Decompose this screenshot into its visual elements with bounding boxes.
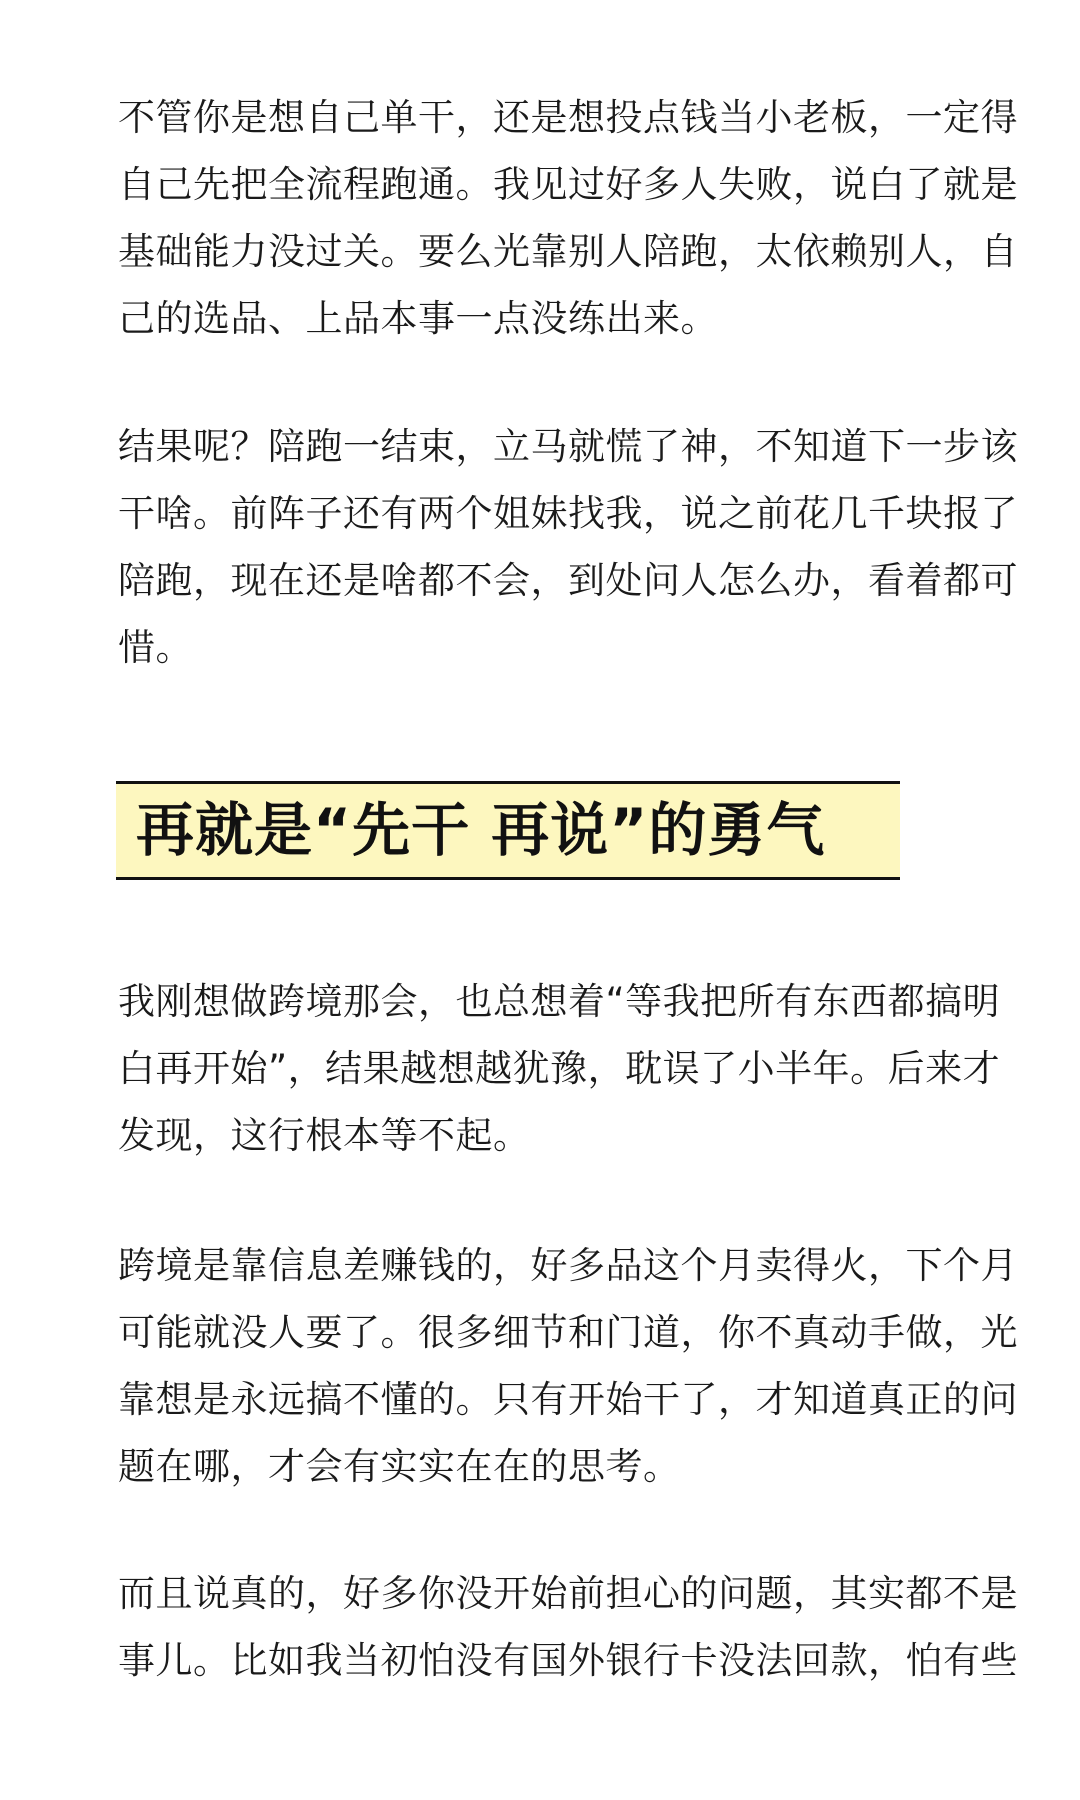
section-heading: 再就是“先干 再说”的勇气 [136, 796, 826, 864]
paragraph-5: 而且说真的，好多你没开始前担心的问题，其实都不是事儿。比如我当初怕没有国外银行卡没法回款，怕有些 [118, 1572, 1018, 1682]
paragraph-1: 不管你是想自己单干，还是想投点钱当小老板，一定得自己先把全流程跑通。我见过好多人失败，说白了就是基础能力没过关。要么光靠别人陪跑，太依赖别人，自己的选品、上品本事一点没练出来。 [118, 96, 1018, 340]
section-heading-box [116, 781, 900, 880]
paragraph-4: 跨境是靠信息差赚钱的，好多品这个月卖得火，下个月可能就没人要了。很多细节和门道，你不真动手做，光靠想是永远搞不懂的。只有开始干了，才知道真正的问题在哪，才会有实实在在的思考。 [118, 1244, 1018, 1488]
paragraph-2: 结果呢？陪跑一结束，立马就慌了神，不知道下一步该干啥。前阵子还有两个姐妹找我，说之前花几千块报了陪跑，现在还是啥都不会，到处问人怎么办，看着都可惜。 [118, 425, 1018, 669]
paragraph-3: 我刚想做跨境那会，也总想着“等我把所有东西都搞明白再开始”，结果越想越犹豫，耽误了小半年。后来才发现，这行根本等不起。 [118, 980, 1001, 1157]
